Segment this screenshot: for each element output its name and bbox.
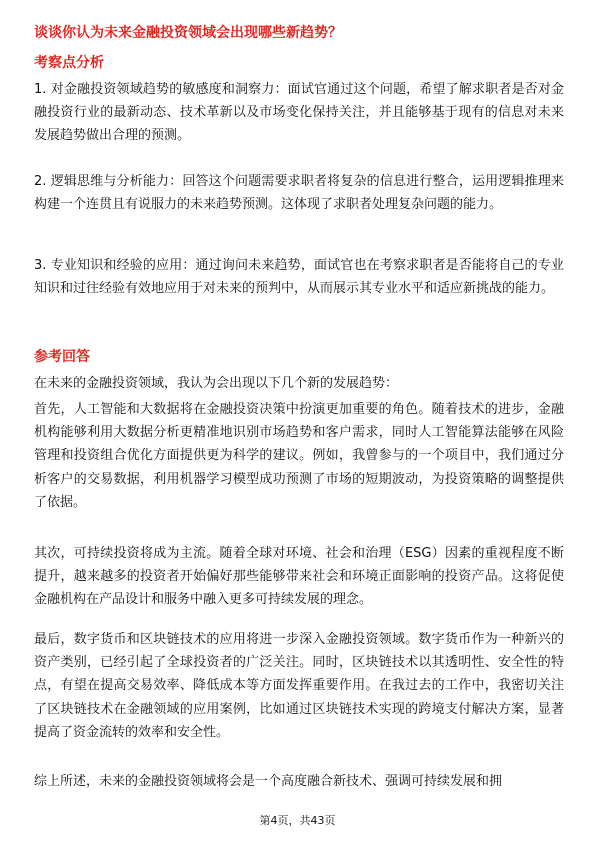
- answer-paragraph-3: 最后，数字货币和区块链技术的应用将进一步深入金融投资领域。数字货币作为一种新兴的资产类别，已经引起了全球投资者的广泛关注。同时，区块链技术以其透明性、安全性的特点，有望在提高交易效率、降低成本等方面发挥重要作用。在我过去的工作中，我密切关注了区块链技术在金融领域的应用案例，比如通过区块链技术实现的跨境支付解决方案，显著提高了资金流转的效率和安全性。: [34, 632, 564, 740]
- answer-paragraph-4: 综上所述，未来的金融投资领域将会是一个高度融合新技术、强调可持续发展和拥: [34, 774, 503, 789]
- answer-paragraph-1: 首先，人工智能和大数据将在金融投资决策中扮演更加重要的角色。随着技术的进步，金融机构能够利用大数据分析更精准地识别市场趋势和客户需求，同时人工智能算法能够在风险管理和投资组合优化方面提供更为科学的建议。例如，我曾参与的一个项目中，我们通过分析客户的交易数据，利用机器学习模型成功预测了市场的短期波动，为投资策略的调整提供了依据。: [34, 402, 564, 510]
- answer-section-title: 参考回答: [34, 349, 90, 365]
- analysis-point-1: 1. 对金融投资领域趋势的敏感度和洞察力：面试官通过这个问题，希望了解求职者是否对金融投资行业的最新动态、技术革新以及市场变化保持关注，并且能够基于现有的信息对未来发展趋势做出合理的预测。: [34, 82, 564, 144]
- page-number-footer: 第4页，共43页: [259, 814, 336, 827]
- answer-intro: 在未来的金融投资领域，我认为会出现以下几个新的发展趋势：: [34, 376, 399, 391]
- analysis-point-2: 2. 逻辑思维与分析能力：回答这个问题需要求职者将复杂的信息进行整合，运用逻辑推理来构建一个连贯且有说服力的未来趋势预测。这体现了求职者处理复杂问题的能力。: [34, 174, 564, 213]
- analysis-section-title: 考察点分析: [34, 55, 104, 71]
- question-heading: 谈谈你认为未来金融投资领域会出现哪些新趋势？: [34, 25, 342, 41]
- analysis-point-3: 3. 专业知识和经验的应用：通过询问未来趋势，面试官也在考察求职者是否能将自己的专业知识和过往经验有效地应用于对未来的预判中，从而展示其专业水平和适应新挑战的能力。: [34, 258, 564, 297]
- answer-paragraph-2: 其次，可持续投资将成为主流。随着全球对环境、社会和治理（ESG）因素的重视程度不断提升，越来越多的投资者开始偏好那些能够带来社会和环境正面影响的投资产品。这将促使金融机构在产品设计和服务中融入更多可持续发展的理念。: [34, 546, 564, 608]
